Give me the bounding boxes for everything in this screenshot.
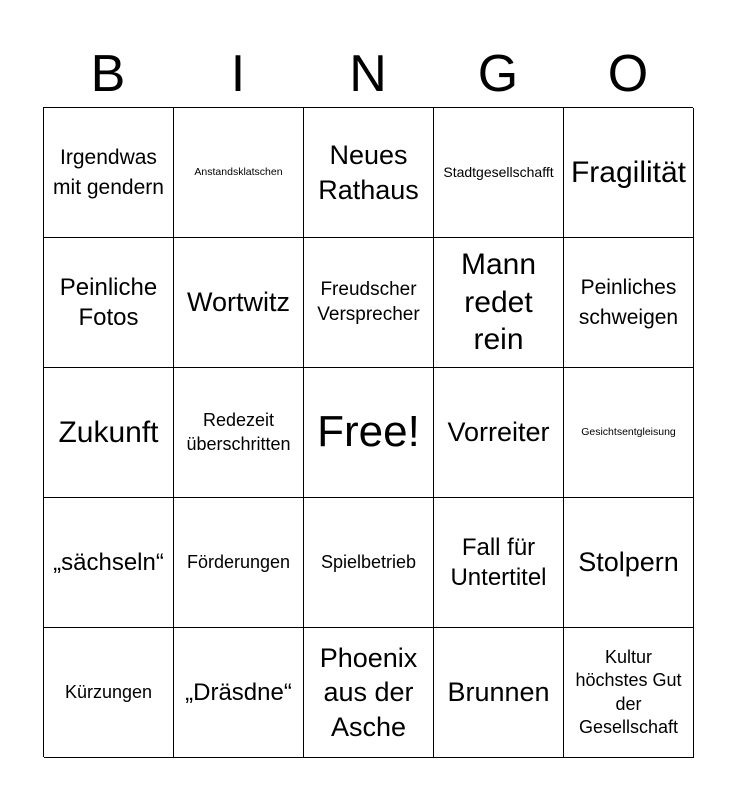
bingo-cell-r3-c5[interactable] <box>564 368 694 498</box>
bingo-cell-r3-c4[interactable] <box>434 368 564 498</box>
cell-text: Irgendwas mit gendern <box>53 146 164 199</box>
bingo-cell-r4-c3[interactable] <box>304 498 434 628</box>
cell-text: Spielbetrieb <box>320 551 417 572</box>
bingo-cell-r2-c4[interactable] <box>434 238 564 368</box>
bingo-cell-r1-c4[interactable] <box>434 108 564 238</box>
cell-text: Anstandsklatschen <box>194 166 283 179</box>
bingo-cell-r5-c3[interactable] <box>304 628 434 758</box>
cell-text: Phoenix aus der Asche <box>319 642 418 742</box>
header-letter-g: G <box>477 45 519 103</box>
cell-text: Kultur höchstes Gut der Gesellschaft <box>575 646 682 737</box>
cell-text: Fragilität <box>570 155 687 189</box>
bingo-card-grid <box>43 107 693 757</box>
cell-text: Peinliches schweigen <box>578 276 679 329</box>
bingo-cell-r5-c5[interactable] <box>564 628 694 758</box>
bingo-cell-r5-c1[interactable] <box>44 628 174 758</box>
cell-text: Mann redet rein <box>460 248 537 357</box>
bingo-cell-r4-c5[interactable] <box>564 498 694 628</box>
cell-text: Stolpern <box>578 547 679 578</box>
header-letter-b: B <box>90 45 126 103</box>
bingo-cell-r4-c2[interactable] <box>174 498 304 628</box>
cell-text: Free! <box>317 407 420 457</box>
cell-text: Stadtgesellschafft <box>443 164 554 181</box>
cell-text: Gesichtsentgleisung <box>581 426 676 439</box>
cell-text: Förderungen <box>186 551 291 572</box>
cell-text: Fall für Untertitel <box>450 533 547 591</box>
cell-text: Neues Rathaus <box>318 139 419 205</box>
bingo-header <box>43 40 693 108</box>
cell-text: Vorreiter <box>447 417 550 448</box>
bingo-cell-r1-c5[interactable] <box>564 108 694 238</box>
bingo-cell-r2-c1[interactable] <box>44 238 174 368</box>
bingo-cell-r4-c1[interactable] <box>44 498 174 628</box>
bingo-cell-r1-c1[interactable] <box>44 108 174 238</box>
header-letter-o: O <box>607 45 649 103</box>
bingo-cell-r5-c4[interactable] <box>434 628 564 758</box>
bingo-cell-r3-c2[interactable] <box>174 368 304 498</box>
bingo-free-space[interactable] <box>304 368 434 498</box>
header-letter-n: N <box>349 45 387 103</box>
cell-text: Peinliche Fotos <box>59 273 158 331</box>
bingo-cell-r2-c2[interactable] <box>174 238 304 368</box>
bingo-cell-r2-c3[interactable] <box>304 238 434 368</box>
bingo-cell-r1-c2[interactable] <box>174 108 304 238</box>
bingo-cell-r4-c4[interactable] <box>434 498 564 628</box>
bingo-cell-r3-c1[interactable] <box>44 368 174 498</box>
header-letter-i: I <box>230 45 246 103</box>
cell-text: Freudscher Versprecher <box>317 278 420 325</box>
cell-text: „Dräsdne“ <box>185 678 292 706</box>
cell-text: Zukunft <box>58 415 159 449</box>
bingo-cell-r1-c3[interactable] <box>304 108 434 238</box>
cell-text: Kürzungen <box>64 681 153 702</box>
cell-text: Redezeit überschritten <box>186 410 291 454</box>
bingo-cell-r5-c2[interactable] <box>174 628 304 758</box>
cell-text: „sächseln“ <box>53 548 164 576</box>
cell-text: Wortwitz <box>186 287 290 318</box>
cell-text: Brunnen <box>447 677 550 708</box>
bingo-cell-r2-c5[interactable] <box>564 238 694 368</box>
